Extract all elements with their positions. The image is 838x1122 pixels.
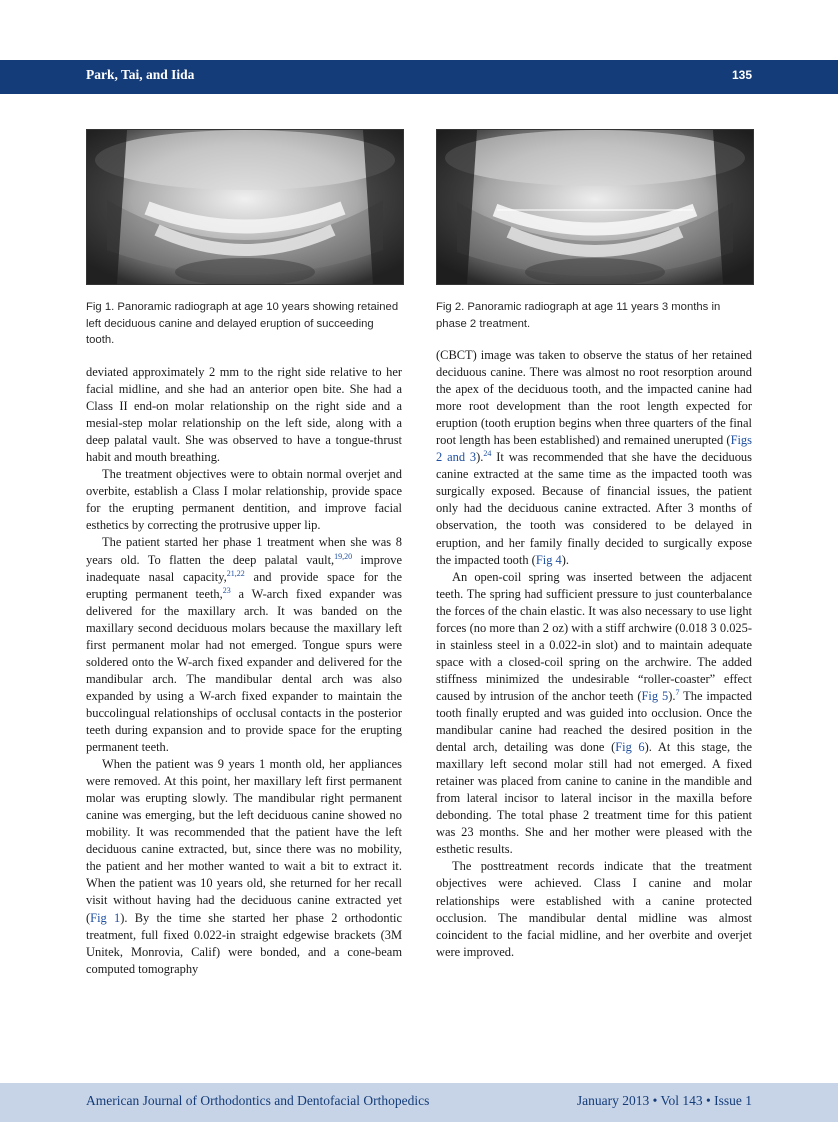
citation-link[interactable]: 21,22 xyxy=(226,568,245,578)
figure-2-radiograph xyxy=(436,129,754,285)
citation-link[interactable]: 19,20 xyxy=(334,551,353,561)
text-span: a W-arch fixed expander was delivered for the maxillary arch. It was banded on the maxillary second deciduous molars because the maxillary left first permanent molar had not emerged. Tongue spurs were soldered onto the W-arch fixed expander and delivered for the mandibular arch. The mandibular dental arch was also expanded by using a W-arch fixed expander to maintain the buccolingual relationships of occlusal contacts in the posterior teeth during expansion and to provide space for the erupting permanent teeth. xyxy=(86,586,402,755)
text-span: ). At this stage, the maxillary left second molar still had not emerged. A fixed retainer was placed from canine to canine in the mandible and from lateral incisor to lateral incisor in the maxilla before debonding. The total phase 2 treatment time for this patient was 23 months. She and her mother were pleased with the esthetic results. xyxy=(436,740,752,857)
text-span: and provide space for the erupting permanent teeth, xyxy=(86,569,402,601)
figure-2-caption: Fig 2. Panoramic radiograph at age 11 years 3 months in phase 2 treatment. xyxy=(436,301,721,330)
right-column xyxy=(436,347,752,961)
running-header xyxy=(0,60,838,94)
paragraph: The treatment objectives were to obtain normal overjet and overbite, establish a Class I molar relationship, provide space for the erupting permanent dentition, and improve facial esthetics by correcting the protrusive upper lip. xyxy=(86,467,402,533)
text-span: It was recommended that she have the deciduous canine extracted at the same time as the impacted tooth was surgically exposed. Because of financial issues, the patient only had the deciduous canine extracted. After 3 months of observation, the tooth was considered to be delayed in eruption, and her family finally decided to surgically expose the impacted tooth ( xyxy=(436,450,752,567)
text-span: (CBCT) image was taken to observe the status of her retained deciduous canine. There was almost no root resorption around the apex of the deciduous tooth, and the impacted canine had more root development than the root length expected for eruption (tooth eruption begins when three quarters of the final root length has been established) and remained unerupted ( xyxy=(436,348,752,448)
text-span: When the patient was 9 years 1 month old, her appliances were removed. At this point, her maxillary left first permanent molar was erupting slowly. The mandibular right permanent canine was emerging, but the left deciduous canine showed no mobility. It was recommended that the patient have the left deciduous canine extracted, but, since there was no mobility, the patient and her mother wanted to wait a bit to extract it. When the patient was 10 years old, she returned for her recall visit without having had the deciduous canine extracted yet ( xyxy=(86,757,402,925)
paragraph xyxy=(436,347,752,569)
paragraph: The posttreatment records indicate that the treatment objectives were achieved. Class I canine and molar relationships were established with a canine protected occlusion. The mandibular dental midline was almost coincident to the facial midline, and her overbite and overjet were improved. xyxy=(436,859,752,959)
text-span: improve inadequate nasal capacity, xyxy=(86,552,402,584)
text-span: ). By the time she started her phase 2 orthodontic treatment, full fixed 0.022-in straight edgewise brackets (3M Unitek, Monrovia, Calif) were bonded, and a cone-beam computed tomography xyxy=(86,910,402,976)
issue-info: January 2013 • Vol 143 • Issue 1 xyxy=(576,1093,752,1108)
citation-link[interactable]: 7 xyxy=(675,687,680,697)
citation-link[interactable]: 24 xyxy=(483,449,492,459)
running-footer xyxy=(0,1083,838,1122)
text-span: ). xyxy=(668,688,676,703)
running-header-authors: Park, Tai, and Iida xyxy=(86,67,195,82)
figure-link[interactable]: Fig 4 xyxy=(535,552,562,567)
figure-link[interactable]: Figs 2 and 3 xyxy=(436,433,752,465)
paragraph xyxy=(86,756,402,978)
paragraph xyxy=(86,534,402,756)
paragraph xyxy=(436,569,752,859)
figure-link[interactable]: Fig 1 xyxy=(90,910,121,925)
figure-link[interactable]: Fig 5 xyxy=(641,688,669,703)
panoramic-radiograph-image xyxy=(437,130,753,284)
figure-1-radiograph xyxy=(86,129,404,285)
text-span: The impacted tooth finally erupted and was guided into occlusion. Once the mandibular canine had reached the desired position in the dental arch, detailing was done ( xyxy=(436,688,752,755)
journal-name: American Journal of Orthodontics and Dentofacial Orthopedics xyxy=(86,1093,430,1108)
text-span: The patient started her phase 1 treatment when she was 8 years old. To flatten the deep palatal vault, xyxy=(86,535,402,567)
text-span: ). xyxy=(561,552,570,567)
figure-link[interactable]: Fig 6 xyxy=(615,740,645,755)
text-span: An open-coil spring was inserted between the adjacent teeth. The spring had sufficient pressure to just counterbalance the forces of the chain elastic. It was also necessary to use light forces (no more than 2 oz) with a stiff archwire (0.018 3 0.025-in stainless steel in a 0.022-in slot) and to maintain adequate space with a closed-coil spring on the archwire. The added stiffness minimized the undesirable “roller-coaster” effect caused by intrusion of the anchor teeth ( xyxy=(436,569,752,703)
panoramic-radiograph-image xyxy=(87,130,403,284)
figure-1-caption: Fig 1. Panoramic radiograph at age 10 years showing retained left deciduous canine and delayed eruption of succeeding tooth. xyxy=(86,301,399,346)
left-column xyxy=(86,364,402,978)
paragraph: deviated approximately 2 mm to the right side relative to her facial midline, and she had an anterior open bite. She had a Class II end-on molar relationship on the right side and a mesial-step molar relationship on the left side, along with a deep palatal vault. She was observed to have a tongue-thrust habit and mouth breathing. xyxy=(86,365,402,465)
page-number: 135 xyxy=(731,68,752,82)
citation-link[interactable]: 23 xyxy=(222,585,231,595)
text-span: ). xyxy=(476,450,484,465)
